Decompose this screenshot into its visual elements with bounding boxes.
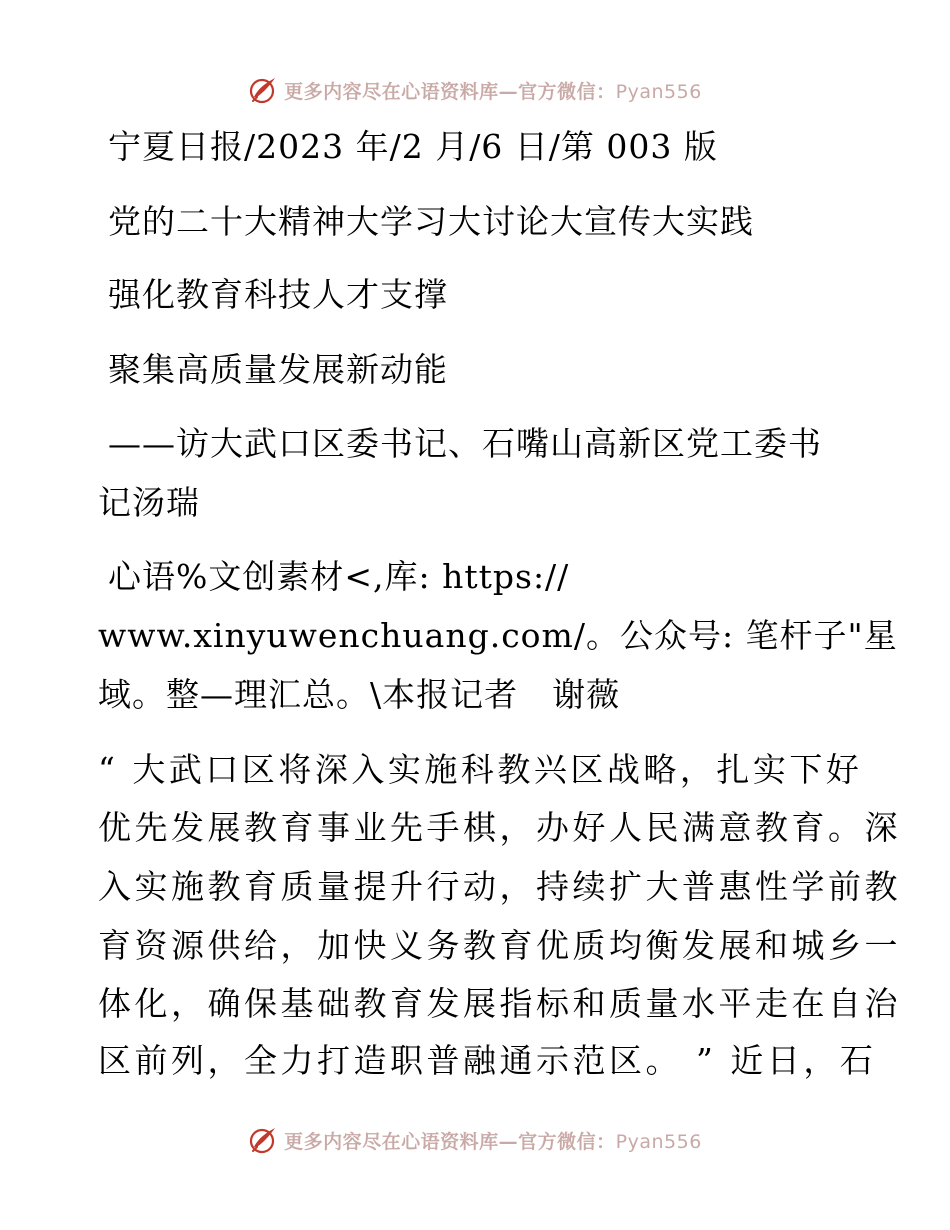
column-title: 党的二十大精神大学习大讨论大宣传大实践 — [108, 202, 754, 241]
watermark-banner-bottom — [0, 1120, 950, 1160]
headline-line-1: 强化教育科技人才支撑 — [108, 275, 448, 314]
body-line: 区前列，全力打造职普融通示范区。 ” 近日，石 — [98, 1041, 877, 1080]
watermark-text: 更多内容尽在心语资料库—官方微信：Pyan556 — [284, 1130, 702, 1153]
red-quill-seal-icon — [248, 1125, 278, 1155]
watermark-text: 更多内容尽在心语资料库—官方微信：Pyan556 — [284, 80, 702, 103]
body-line: “ 大武口区将深入实施科教兴区战略，扎实下好 — [98, 750, 863, 789]
body-line: 育资源供给，加快义务教育优质均衡发展和城乡一 — [98, 926, 901, 965]
byline-line-3: 域。整—理汇总。\本报记者 谢薇 — [98, 675, 621, 714]
subtitle-line-2: 记汤瑞 — [98, 483, 200, 522]
watermark-banner-top — [0, 70, 950, 110]
byline-line-1: 心语%文创素材<,库: https:// — [108, 557, 570, 596]
body-line: 优先发展教育事业先手棋，办好人民满意教育。深 — [98, 808, 901, 847]
byline-line-2: www.xinyuwenchuang.com/。公众号: 笔杆子"星 — [98, 616, 898, 655]
red-quill-seal-icon — [248, 75, 278, 105]
source-line: 宁夏日报/2023 年/2 月/6 日/第 003 版 — [108, 127, 718, 166]
headline-line-2: 聚集高质量发展新动能 — [108, 350, 448, 389]
subtitle-line-1: ——访大武口区委书记、石嘴山高新区党工委书 — [108, 424, 822, 463]
body-line: 入实施教育质量提升行动，持续扩大普惠性学前教 — [98, 867, 901, 906]
body-line: 体化，确保基础教育发展指标和质量水平走在自治 — [98, 984, 901, 1023]
